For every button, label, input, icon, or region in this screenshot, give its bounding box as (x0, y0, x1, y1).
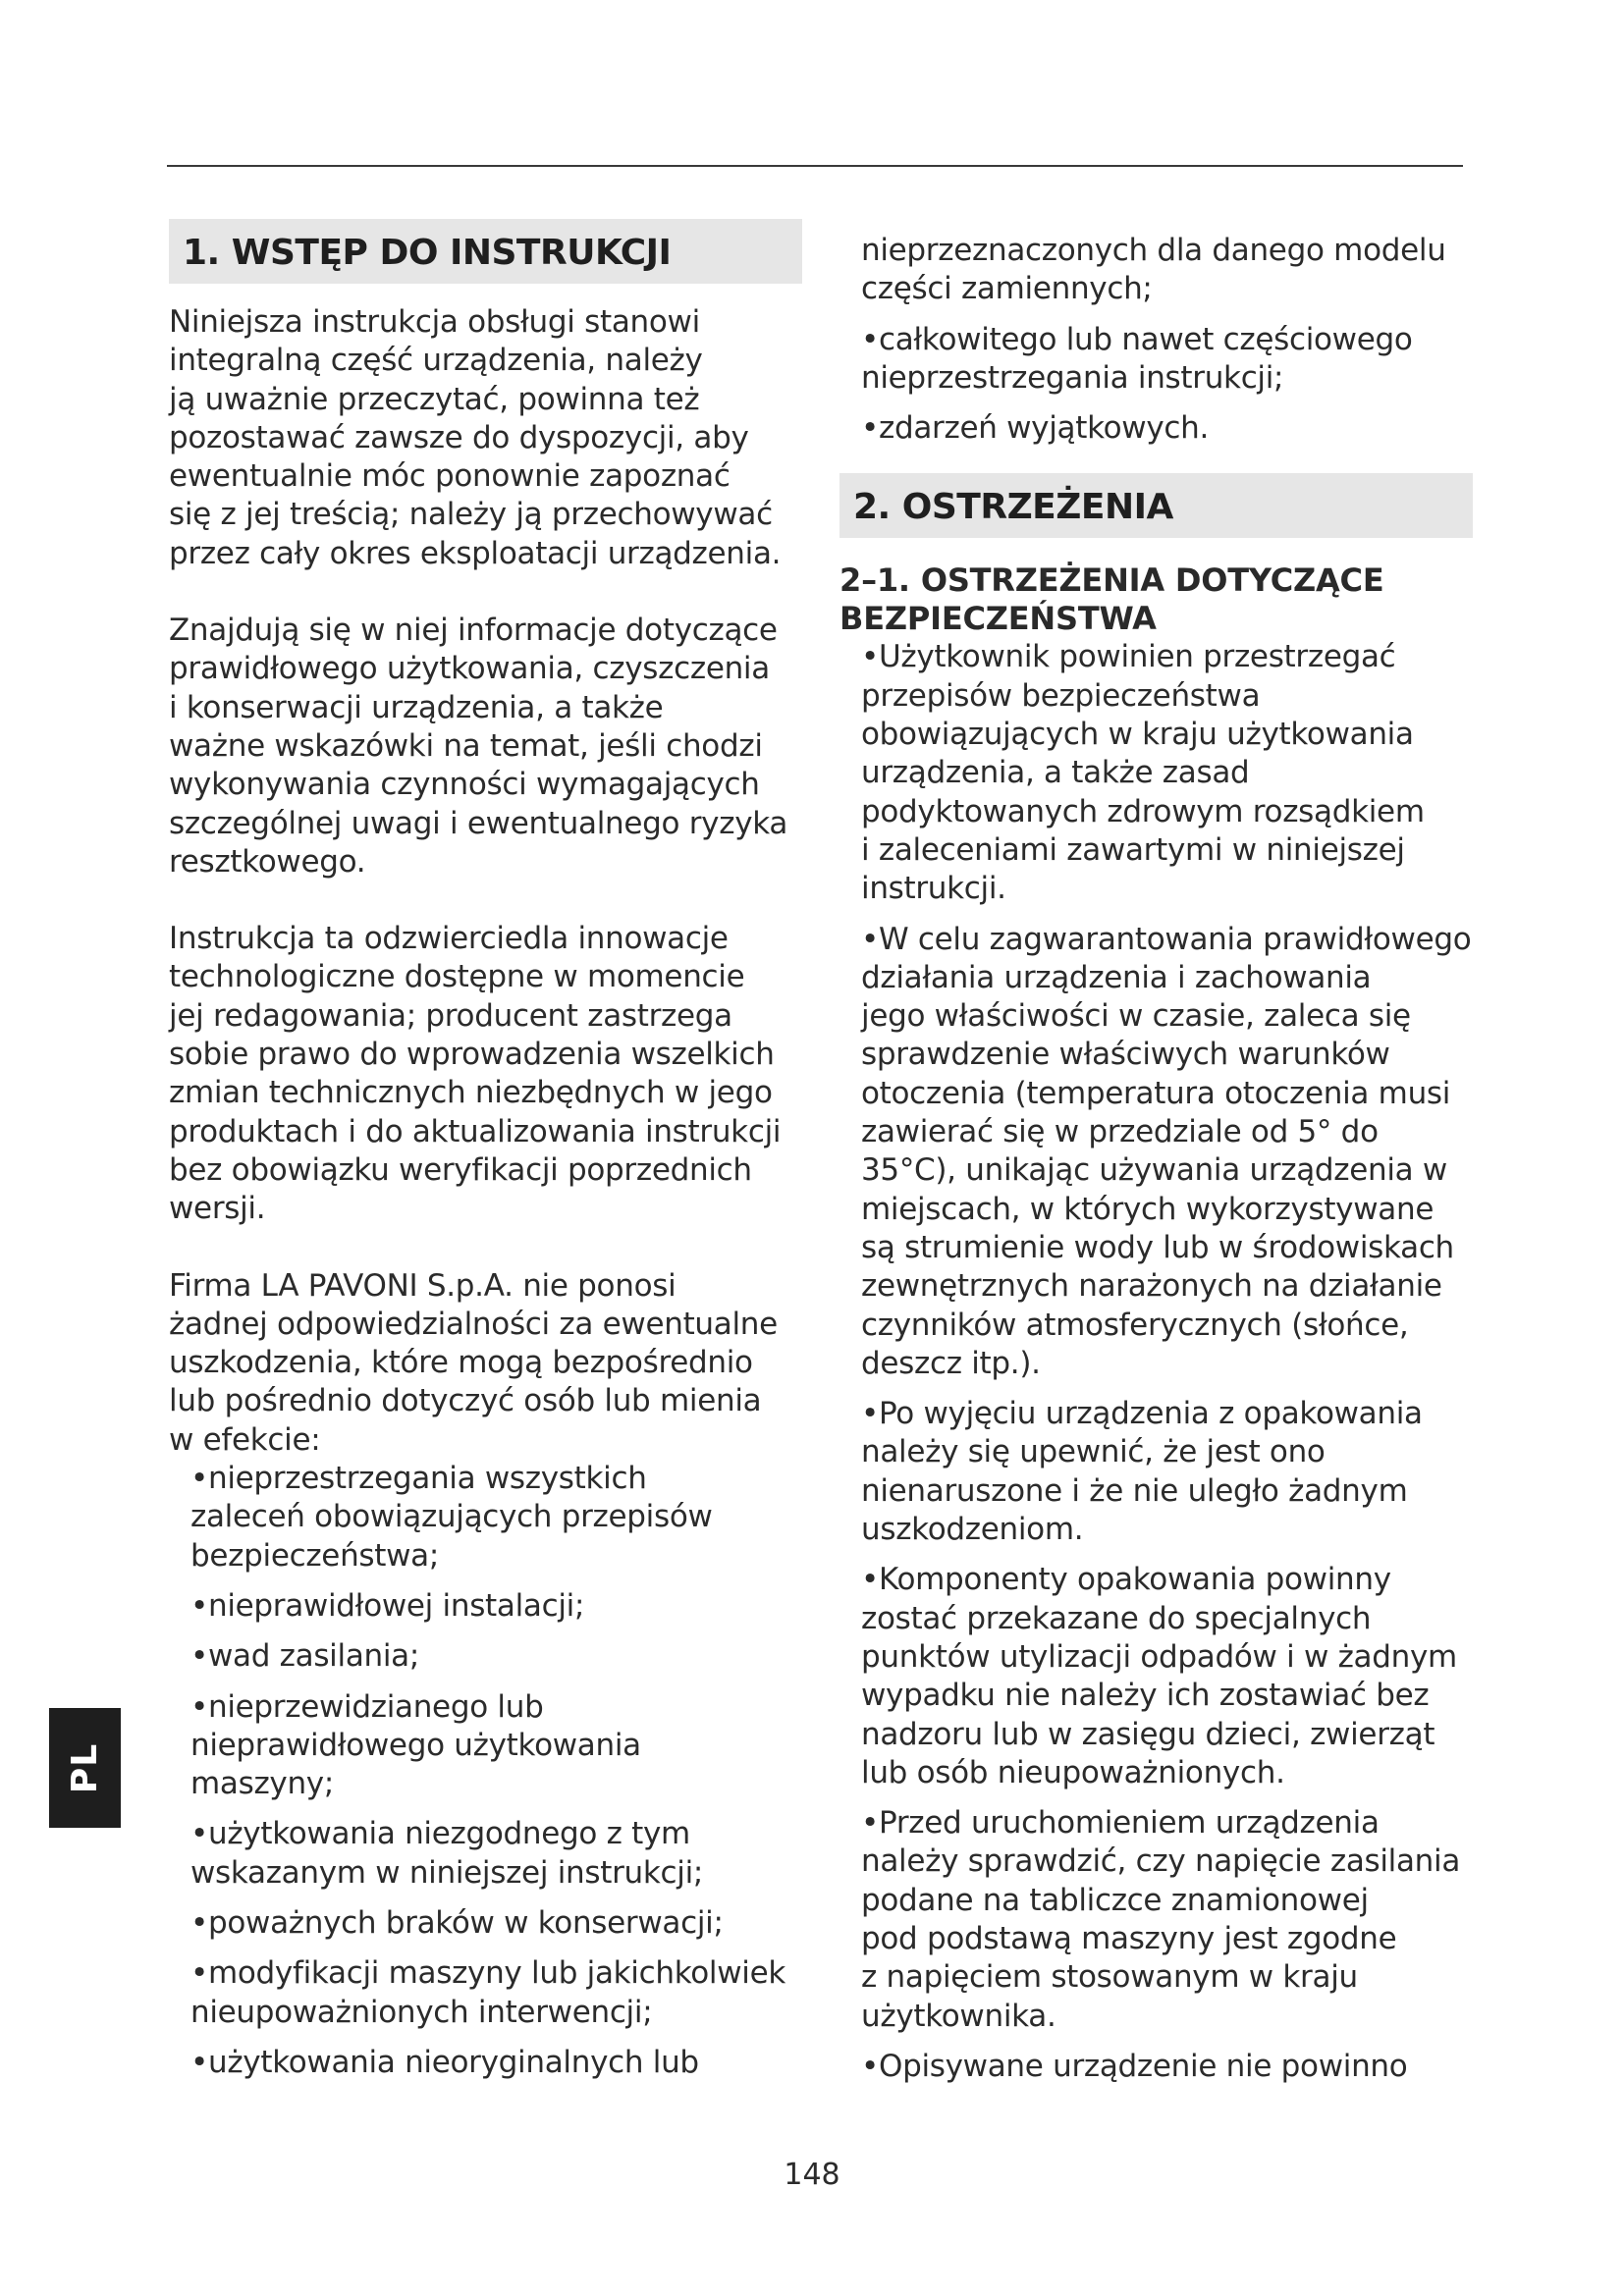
top-rule (167, 165, 1463, 167)
intro-paragraph-1: Niniejsza instrukcja obsługi stanowi integralną część urządzenia, należy ją uważnie przeczytać, powinna też pozostawać zawsze do dyspozycji, aby ewentualnie móc ponownie zapoznać się z jej treścią; należy ją przechowywać przez cały okres eksploatacji urządzenia. (169, 304, 782, 571)
language-tab (49, 1708, 121, 1828)
intro-paragraph-3: Instrukcja ta odzwierciedla innowacje technologiczne dostępne w momencie jej redagowania; producent zastrzega sobie prawo do wprowadzenia wszelkich zmian technicznych niezbędnych w jego produktach i do aktualizowania instrukcji bez obowiązku weryfikacji poprzednich wersji. (169, 921, 782, 1227)
left-column (169, 219, 802, 2082)
language-tab-label: PL (64, 1742, 105, 1793)
list-item: •nieprawidłowej instalacji; (190, 1587, 585, 1624)
liability-list-continued (861, 232, 1473, 448)
list-item: •zdarzeń wyjątkowych. (861, 410, 1210, 447)
list-item: •użytkowania niezgodnego z tym wskazanym w niniejszej instrukcji; (190, 1816, 704, 1891)
intro-paragraph-2: Znajdują się w niej informacje dotyczące prawidłowego użytkowania, czyszczenia i konserwacji urządzenia, a także ważne wskazówki na temat, jeśli chodzi wykonywania czynności wymagających szczególnej uwagi i ewentualnego ryzyka resztkowego. (169, 613, 788, 880)
list-item: •poważnych braków w konserwacji; (190, 1904, 724, 1941)
safety-list (861, 638, 1473, 2086)
section-heading-warnings: 2. OSTRZEŻENIA (839, 473, 1473, 538)
list-item: •nieprzestrzegania wszystkich zaleceń obowiązujących przepisów bezpieczeństwa; (190, 1461, 713, 1574)
subsection-heading-safety: 2–1. OSTRZEŻENIA DOTYCZĄCE BEZPIECZEŃSTWA (839, 561, 1384, 638)
list-item: •Użytkownik powinien przestrzegać przepisów bezpieczeństwa obowiązujących w kraju użytkowania urządzenia, a także zasad podyktowanych zdrowym rozsądkiem i zaleceniami zawartymi w niniejszej instrukcji. (861, 639, 1425, 907)
list-item: •W celu zagwarantowania prawidłowego działania urządzenia i zachowania jego właściwości w czasie, zaleca się sprawdzenie właściwych warunków otoczenia (temperatura otoczenia musi zawierać się w przedziale od 5° do 35°C), unikając używania urządzenia w miejscach, w których wykorzystywane są strumienie wody lub w środowiskach zewnętrznych narażonych na działanie czynników atmosferycznych (słońce, deszcz itp.). (861, 921, 1472, 1381)
list-item: •całkowitego lub nawet częściowego nieprzestrzegania instrukcji; (861, 321, 1413, 396)
list-item: •Po wyjęciu urządzenia z opakowania należy się upewnić, że jest ono nienaruszone i że nie uległo żadnym uszkodzeniom. (861, 1396, 1423, 1548)
list-item: •Opisywane urządzenie nie powinno (861, 2048, 1408, 2084)
list-item: •nieprzewidzianego lub nieprawidłowego użytkowania maszyny; (190, 1688, 641, 1802)
list-item: •użytkowania nieoryginalnych lub (190, 2044, 699, 2080)
list-item: •wad zasilania; (190, 1638, 420, 1675)
section-heading-introduction: 1. WSTĘP DO INSTRUKCJI (169, 219, 802, 284)
right-column (839, 232, 1473, 2086)
list-item: •Przed uruchomieniem urządzenia należy sprawdzić, czy napięcie zasilania podane na tabliczce znamionowej pod podstawą maszyny jest zgodne z napięciem stosowanym w kraju użytkownika. (861, 1805, 1461, 2034)
list-item: nieprzeznaczonych dla danego modelu części zamiennych; (861, 233, 1446, 307)
intro-paragraph-4: Firma LA PAVONI S.p.A. nie ponosi żadnej odpowiedzialności za ewentualne uszkodzenia, które mogą bezpośrednio lub pośrednio dotyczyć osób lub mienia w efekcie: (169, 1267, 778, 1458)
liability-list (190, 1460, 802, 2082)
page-number: 148 (784, 2158, 840, 2192)
list-item: •modyfikacji maszyny lub jakichkolwiek nieupoważnionych interwencji; (190, 1955, 786, 2030)
list-item: •Komponenty opakowania powinny zostać przekazane do specjalnych punktów utylizacji odpadów i w żadnym wypadku nie należy ich zostawiać bez nadzoru lub w zasięgu dzieci, zwierząt lub osób nieupoważnionych. (861, 1562, 1457, 1790)
